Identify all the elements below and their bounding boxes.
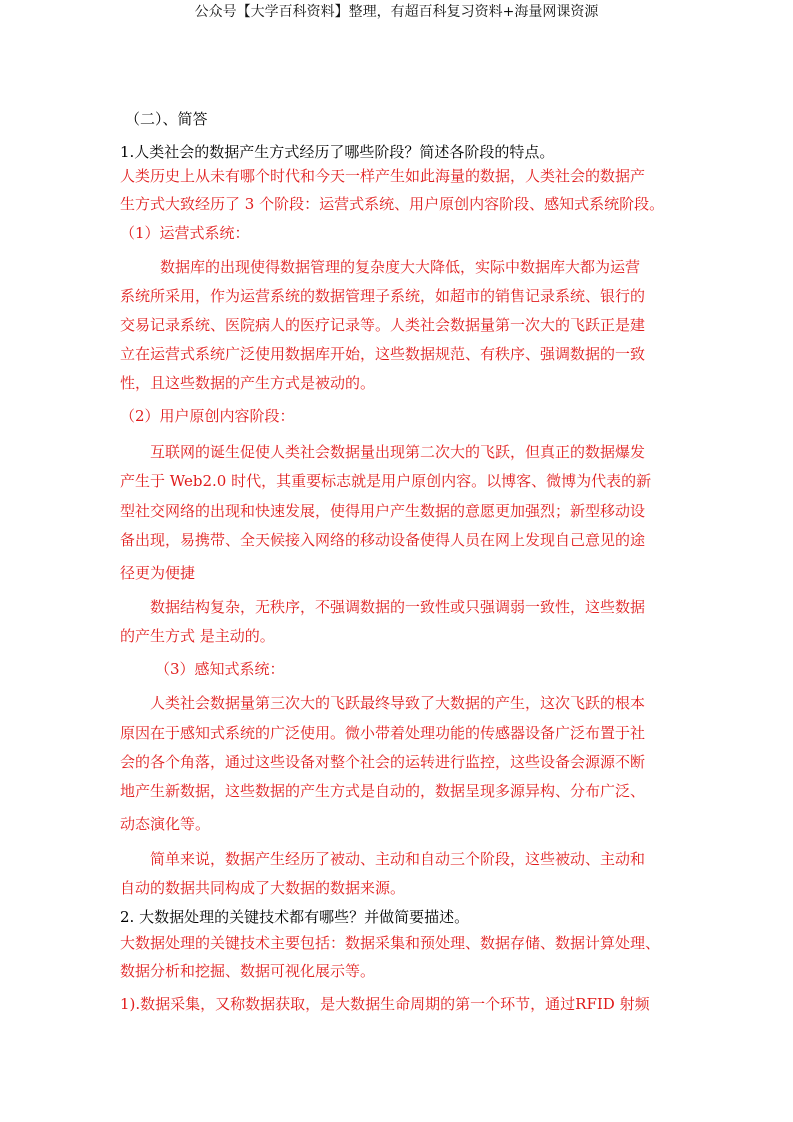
question-2: 2. 大数据处理的关键技术都有哪些？并做简要描述。 <box>120 908 470 926</box>
answer-line: 型社交网络的出现和快速发展，使得用户产生数据的意愿更加强烈；新型移动设 <box>120 502 646 520</box>
answer-line: 互联网的诞生促使人类社会数据量出现第二次大的飞跃，但真正的数据爆发 <box>150 443 646 461</box>
answer-line: 人类社会数据量第三次大的飞跃最终导致了大数据的产生，这次飞跃的根本 <box>150 694 646 712</box>
answer-line: 数据库的出现使得数据管理的复杂度大大降低，实际中数据库大都为运营 <box>160 258 641 276</box>
subheading-1: （1）运营式系统： <box>120 224 250 242</box>
answer-line: 会的各个角落，通过这些设备对整个社会的运转进行监控，这些设备会源源不断 <box>120 753 646 771</box>
answer-line: 备出现，易携带、全天候接入网络的移动设备使得人员在网上发现自己意见的途 <box>120 531 646 549</box>
answer-line: 生方式大致经历了 3 个阶段：运营式系统、用户原创内容阶段、感知式系统阶段。 <box>120 195 665 213</box>
section-heading: （二）、简答 <box>125 110 208 128</box>
answer-line: 性，且这些数据的产生方式是被动的。 <box>120 374 376 392</box>
answer-line: 系统所采用，作为运营系统的数据管理子系统，如超市的销售记录系统、银行的 <box>120 287 646 305</box>
answer-line: 自动的数据共同构成了大数据的数据来源。 <box>120 879 406 897</box>
answer-line: 人类历史上从未有哪个时代和今天一样产生如此海量的数据，人类社会的数据产 <box>120 167 646 185</box>
answer-line: 动态演化等。 <box>120 815 211 833</box>
answer-line: 1).数据采集，又称数据获取，是大数据生命周期的第一个环节，通过RFID 射频 <box>120 995 650 1013</box>
answer-line: 数据分析和挖掘、数据可视化展示等。 <box>120 962 376 980</box>
answer-line: 简单来说，数据产生经历了被动、主动和自动三个阶段，这些被动、主动和 <box>150 850 646 868</box>
answer-line: 原因在于感知式系统的广泛使用。微小带着处理功能的传感器设备广泛布置于社 <box>120 724 646 742</box>
question-1: 1.人类社会的数据产生方式经历了哪些阶段？简述各阶段的特点。 <box>120 143 555 161</box>
answer-line: 地产生新数据，这些数据的产生方式是自动的，数据呈现多源异构、分布广泛、 <box>120 782 646 800</box>
answer-line: 大数据处理的关键技术主要包括：数据采集和预处理、数据存储、数据计算处理、 <box>120 934 661 952</box>
answer-line: 产生于 Web2.0 时代，其重要标志就是用户原创内容。以博客、微博为代表的新 <box>120 472 652 490</box>
subheading-2: （2）用户原创内容阶段： <box>120 407 295 425</box>
answer-line: 的产生方式 是主动的。 <box>120 627 275 645</box>
answer-line: 径更为便捷 <box>120 564 196 582</box>
answer-line: 数据结构复杂，无秩序，不强调数据的一致性或只强调弱一致性，这些数据 <box>150 598 646 616</box>
answer-line: 立在运营式系统广泛使用数据库开始，这些数据规范、有秩序、强调数据的一致 <box>120 345 646 363</box>
answer-line: 交易记录系统、医院病人的医疗记录等。人类社会数据量第一次大的飞跃正是建 <box>120 316 646 334</box>
page-header: 公众号【大学百科资料】整理，有超百科复习资料+海量网课资源 <box>194 4 599 20</box>
subheading-3: （3）感知式系统： <box>155 660 285 678</box>
